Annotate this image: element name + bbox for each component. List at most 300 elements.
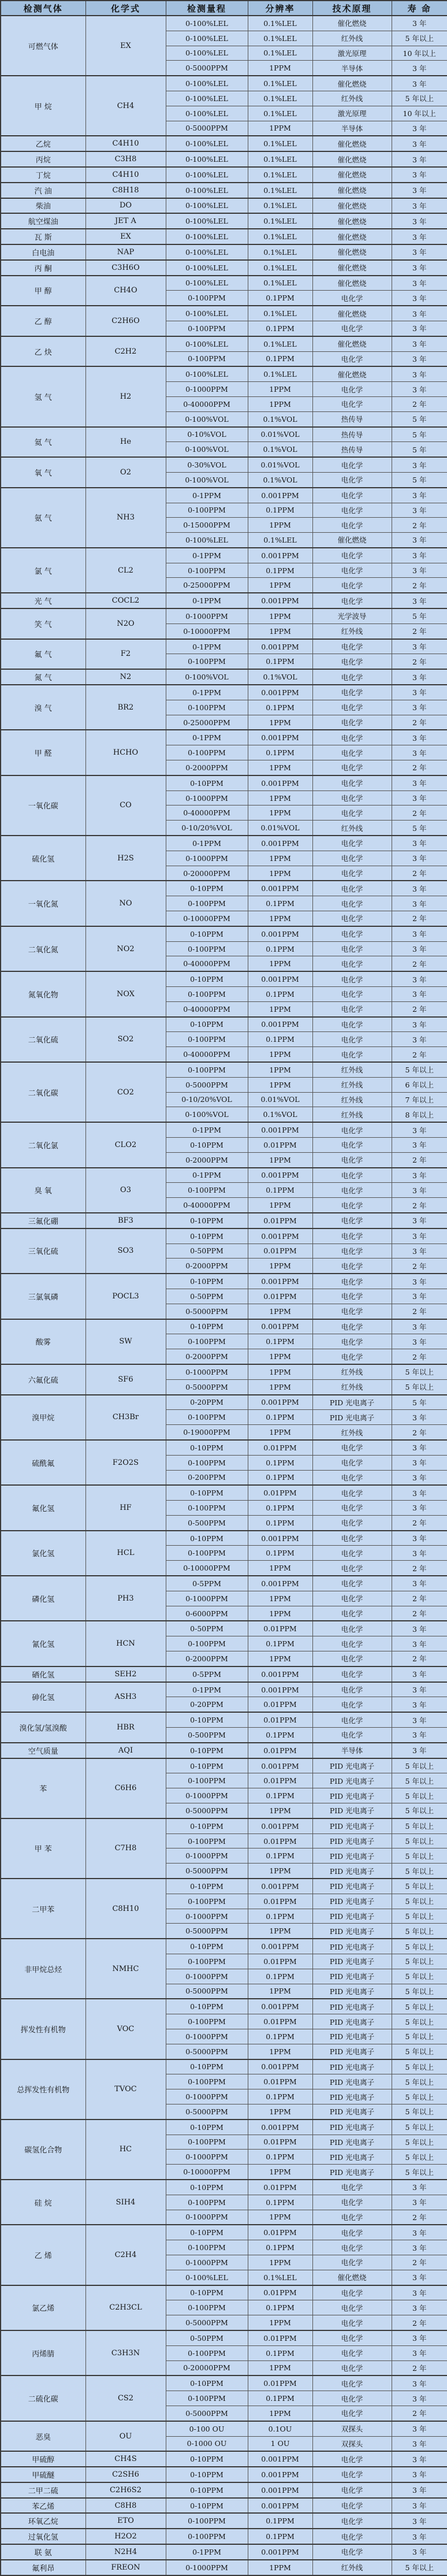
gas-name-cell: 硫化氢 <box>1 836 85 881</box>
formula-cell: SW <box>85 1319 166 1364</box>
principle-cell: 电化学 <box>312 2300 392 2315</box>
table-row <box>1 639 447 654</box>
formula-cell: F2 <box>85 639 166 670</box>
table-row <box>1 2375 447 2391</box>
lifespan-cell: 5 年以上 <box>392 1758 447 1773</box>
table-row <box>1 2120 447 2135</box>
lifespan-cell: 5 年以上 <box>392 1773 447 1788</box>
principle-cell: 电化学 <box>312 1651 392 1666</box>
gas-name-cell: 氯化氢 <box>1 1531 85 1576</box>
resolution-cell: 0.1%VOL <box>248 669 312 685</box>
table-row <box>1 2498 447 2514</box>
range-cell: 0-20PPM <box>166 1697 248 1712</box>
principle-cell: 电化学 <box>312 2285 392 2300</box>
gas-name-cell: 砷化氢 <box>1 1682 85 1713</box>
principle-cell: 电化学 <box>312 1017 392 1032</box>
lifespan-cell: 3 年 <box>392 167 447 183</box>
resolution-cell: 0.01PPM <box>248 1894 312 1909</box>
table-row <box>1 151 447 167</box>
range-cell: 0-100PPM <box>166 1032 248 1047</box>
range-cell: 0-5000PPM <box>166 1984 248 1999</box>
gas-name-cell: 乙 炔 <box>1 336 85 367</box>
formula-cell: N2H4 <box>85 2544 166 2560</box>
range-cell: 0-100PPM <box>166 1501 248 1516</box>
range-cell: 0-5000PPM <box>166 1803 248 1818</box>
gas-table-body <box>1 16 447 2575</box>
table-row <box>1 2529 447 2544</box>
principle-cell: PID 光电离子 <box>312 2104 392 2119</box>
principle-cell: 电化学 <box>312 881 392 896</box>
lifespan-cell: 2 年 <box>392 654 447 669</box>
resolution-cell: 0.01PPM <box>248 2225 312 2240</box>
range-cell: 0-10PPM <box>166 2451 248 2467</box>
table-row <box>1 2421 447 2436</box>
resolution-cell: 0.01PPM <box>248 2074 312 2089</box>
range-cell: 0-10PPM <box>166 1440 248 1455</box>
resolution-cell: 1PPM <box>248 2315 312 2330</box>
lifespan-cell: 3 年 <box>392 1743 447 1758</box>
principle-cell: 催化燃烧 <box>312 244 392 260</box>
range-cell: 0-1PPM <box>166 1168 248 1183</box>
formula-cell: H2O2 <box>85 2529 166 2544</box>
resolution-cell: 0.1%LEL <box>248 229 312 244</box>
range-cell: 0-10PPM <box>166 1213 248 1228</box>
principle-cell: 电化学 <box>312 351 392 366</box>
col-header-resolution: 分辨率 <box>248 1 312 16</box>
lifespan-cell: 5 年 <box>392 427 447 442</box>
lifespan-cell: 3 年 <box>392 2300 447 2315</box>
resolution-cell: 0.01PPM <box>248 1289 312 1304</box>
principle-cell: 电化学 <box>312 1440 392 1455</box>
principle-cell: 催化燃烧 <box>312 213 392 229</box>
range-cell: 0-100PPM <box>166 1954 248 1969</box>
principle-cell: 热传导 <box>312 411 392 426</box>
formula-cell: TVOC <box>85 2059 166 2120</box>
lifespan-cell: 2 年 <box>392 760 447 775</box>
resolution-cell: 0.1PPM <box>248 1455 312 1470</box>
resolution-cell: 0.1PPM <box>248 745 312 760</box>
gas-name-cell: 臭 氧 <box>1 1168 85 1213</box>
range-cell: 0-100PPM <box>166 700 248 715</box>
formula-cell: NAP <box>85 244 166 260</box>
range-cell: 0-100PPM <box>166 1833 248 1849</box>
resolution-cell: 1PPM <box>248 1198 312 1213</box>
principle-cell: 催化燃烧 <box>312 2270 392 2285</box>
range-cell: 0-5000PPM <box>166 2044 248 2059</box>
gas-name-cell: 三氯氧磷 <box>1 1274 85 1319</box>
resolution-cell: 0.001PPM <box>248 1758 312 1773</box>
range-cell: 0-10PPM <box>166 926 248 941</box>
resolution-cell: 0.1PPM <box>248 351 312 366</box>
lifespan-cell: 3 年 <box>392 1682 447 1697</box>
resolution-cell: 0.1PPM <box>248 291 312 306</box>
range-cell: 0-100PPM <box>166 654 248 669</box>
principle-cell: 电化学 <box>312 1485 392 1500</box>
range-cell: 0-10PPM <box>166 881 248 896</box>
resolution-cell: 0.1%LEL <box>248 16 312 31</box>
lifespan-cell: 5 年以上 <box>392 2135 447 2150</box>
resolution-cell: 0.01PPM <box>248 1833 312 1849</box>
gas-name-cell: 空气质量 <box>1 1743 85 1758</box>
table-row <box>1 926 447 941</box>
principle-cell: PID 光电离子 <box>312 2029 392 2044</box>
range-cell: 0-10PPM <box>166 971 248 986</box>
table-row <box>1 2467 447 2482</box>
range-cell: 0-100%LEL <box>166 167 248 183</box>
gas-name-cell: 甲 醛 <box>1 730 85 775</box>
lifespan-cell: 3 年 <box>392 2391 447 2406</box>
resolution-cell: 1PPM <box>248 1864 312 1879</box>
range-cell: 0-40000PPM <box>166 396 248 411</box>
range-cell: 0-1000PPM <box>166 2560 248 2575</box>
principle-cell: 电化学 <box>312 1122 392 1137</box>
lifespan-cell: 2 年 <box>392 1198 447 1213</box>
lifespan-cell: 3 年 <box>392 1319 447 1334</box>
principle-cell: 电化学 <box>312 2240 392 2255</box>
lifespan-cell: 3 年 <box>392 2285 447 2300</box>
formula-cell: HCL <box>85 1531 166 1576</box>
resolution-cell: 0.001PPM <box>248 2498 312 2514</box>
principle-cell: 电化学 <box>312 806 392 821</box>
resolution-cell: 0.1PPM <box>248 563 312 578</box>
principle-cell: 半导体 <box>312 1743 392 1758</box>
range-cell: 0-100PPM <box>166 2513 248 2529</box>
formula-cell: H2 <box>85 366 166 426</box>
formula-cell: C8H10 <box>85 1879 166 1939</box>
range-cell: 0-10PPM <box>166 1137 248 1152</box>
range-cell: 0-100%LEL <box>166 106 248 121</box>
resolution-cell: 1PPM <box>248 2560 312 2575</box>
range-cell: 0-100%LEL <box>166 31 248 46</box>
range-cell: 0-1000 OU <box>166 2436 248 2451</box>
gas-name-cell: 瓦 斯 <box>1 229 85 244</box>
table-row <box>1 198 447 214</box>
resolution-cell: 1PPM <box>248 396 312 411</box>
gas-name-cell: 溴化氢/氢溴酸 <box>1 1712 85 1743</box>
range-cell: 0-1PPM <box>166 2544 248 2560</box>
lifespan-cell: 7 年以上 <box>392 1092 447 1107</box>
lifespan-cell: 3 年 <box>392 291 447 306</box>
lifespan-cell: 3 年 <box>392 1440 447 1455</box>
lifespan-cell: 3 年 <box>392 2467 447 2482</box>
principle-cell: 电化学 <box>312 396 392 411</box>
gas-table-header <box>1 1 447 16</box>
range-cell: 0-100%LEL <box>166 276 248 291</box>
principle-cell: 催化燃烧 <box>312 276 392 291</box>
resolution-cell: 0.1%LEL <box>248 366 312 381</box>
lifespan-cell: 3 年 <box>392 16 447 31</box>
resolution-cell: 0.1PPM <box>248 700 312 715</box>
resolution-cell: 0.1%LEL <box>248 46 312 61</box>
principle-cell: 电化学 <box>312 700 392 715</box>
range-cell: 0-100PPM <box>166 2195 248 2210</box>
principle-cell: 电化学 <box>312 488 392 503</box>
table-row <box>1 881 447 896</box>
range-cell: 0-1PPM <box>166 488 248 503</box>
principle-cell: 电化学 <box>312 1213 392 1228</box>
lifespan-cell: 5 年 <box>392 472 447 487</box>
resolution-cell: 0.1%VOL <box>248 472 312 487</box>
resolution-cell: 0.01%VOL <box>248 821 312 836</box>
lifespan-cell: 3 年 <box>392 1712 447 1727</box>
formula-cell: C8H18 <box>85 183 166 198</box>
formula-cell: C2H4 <box>85 2225 166 2285</box>
resolution-cell: 0.1PPM <box>248 1788 312 1803</box>
lifespan-cell: 5 年以上 <box>392 1833 447 1849</box>
principle-cell: PID 光电离子 <box>312 1984 392 1999</box>
range-cell: 0-1PPM <box>166 593 248 608</box>
range-cell: 0-10PPM <box>166 1319 248 1334</box>
gas-name-cell: 甲 苯 <box>1 1818 85 1879</box>
lifespan-cell: 3 年 <box>392 1636 447 1651</box>
gas-name-cell: 碳氢化合物 <box>1 2120 85 2180</box>
lifespan-cell: 5 年以上 <box>392 1939 447 1954</box>
principle-cell: 光学波导 <box>312 608 392 623</box>
resolution-cell: 0.1PPM <box>248 1334 312 1349</box>
principle-cell: 电化学 <box>312 382 392 397</box>
lifespan-cell: 5 年以上 <box>392 1894 447 1909</box>
range-cell: 0-2000PPM <box>166 1651 248 1666</box>
gas-name-cell: 甲 醇 <box>1 276 85 306</box>
table-row <box>1 1666 447 1682</box>
resolution-cell: 0.001PPM <box>248 1576 312 1591</box>
formula-cell: CH4 <box>85 76 166 136</box>
resolution-cell: 0.001PPM <box>248 1122 312 1137</box>
lifespan-cell: 5 年以上 <box>392 1818 447 1833</box>
formula-cell: BF3 <box>85 1213 166 1228</box>
table-row <box>1 1062 447 1077</box>
table-row <box>1 1364 447 1379</box>
principle-cell: 电化学 <box>312 1244 392 1259</box>
lifespan-cell: 3 年 <box>392 351 447 366</box>
principle-cell: 电化学 <box>312 2345 392 2360</box>
table-row <box>1 1485 447 1500</box>
lifespan-cell: 3 年 <box>392 244 447 260</box>
resolution-cell: 1PPM <box>248 1304 312 1319</box>
principle-cell: 半导体 <box>312 61 392 76</box>
lifespan-cell: 2 年 <box>392 623 447 639</box>
principle-cell: 催化燃烧 <box>312 198 392 214</box>
table-row <box>1 229 447 244</box>
col-header-formula: 化学式 <box>85 1 166 16</box>
formula-cell: HC <box>85 2120 166 2180</box>
gas-name-cell: 乙 烯 <box>1 2225 85 2285</box>
lifespan-cell: 3 年 <box>392 1410 447 1425</box>
resolution-cell: 0.001PPM <box>248 1531 312 1546</box>
formula-cell: BR2 <box>85 685 166 730</box>
range-cell: 0-10PPM <box>166 1017 248 1032</box>
formula-cell: C3H3N <box>85 2330 166 2375</box>
resolution-cell: 0.001PPM <box>248 639 312 654</box>
principle-cell: PID 光电离子 <box>312 1818 392 1833</box>
range-cell: 0-10PPM <box>166 1274 248 1289</box>
lifespan-cell: 3 年 <box>392 1274 447 1289</box>
table-row <box>1 183 447 198</box>
resolution-cell: 1PPM <box>248 1425 312 1440</box>
principle-cell: 红外线 <box>312 1425 392 1440</box>
gas-name-cell: 甲硫醇 <box>1 2451 85 2467</box>
resolution-cell: 0.001PPM <box>248 1666 312 1682</box>
formula-cell: CH4S <box>85 2451 166 2467</box>
resolution-cell: 1PPM <box>248 1924 312 1939</box>
range-cell: 0-1000PPM <box>166 851 248 866</box>
resolution-cell: 0.1PPM <box>248 2029 312 2044</box>
resolution-cell: 0.001PPM <box>248 1228 312 1244</box>
principle-cell: 电化学 <box>312 1666 392 1682</box>
resolution-cell: 0.01%VOL <box>248 1092 312 1107</box>
range-cell: 0-40000PPM <box>166 806 248 821</box>
resolution-cell: 0.01PPM <box>248 1743 312 1758</box>
resolution-cell: 1PPM <box>248 1001 312 1016</box>
lifespan-cell: 5 年以上 <box>392 1924 447 1939</box>
principle-cell: PID 光电离子 <box>312 1833 392 1849</box>
lifespan-cell: 3 年 <box>392 1213 447 1228</box>
lifespan-cell: 3 年 <box>392 1032 447 1047</box>
range-cell: 0-10000PPM <box>166 623 248 639</box>
lifespan-cell: 3 年 <box>392 382 447 397</box>
principle-cell: 红外线 <box>312 31 392 46</box>
lifespan-cell: 3 年 <box>392 61 447 76</box>
resolution-cell: 0.1PPM <box>248 987 312 1002</box>
resolution-cell: 0.1%LEL <box>248 244 312 260</box>
principle-cell: 电化学 <box>312 685 392 700</box>
principle-cell: 电化学 <box>312 2195 392 2210</box>
table-row <box>1 971 447 986</box>
lifespan-cell: 3 年 <box>392 775 447 790</box>
table-row <box>1 427 447 442</box>
lifespan-cell: 2 年 <box>392 1259 447 1274</box>
range-cell: 0-5000PPM <box>166 61 248 76</box>
range-cell: 0-100PPM <box>166 503 248 518</box>
principle-cell: 催化燃烧 <box>312 366 392 381</box>
range-cell: 0-1000PPM <box>166 1788 248 1803</box>
principle-cell: 电化学 <box>312 1047 392 1062</box>
lifespan-cell: 3 年 <box>392 276 447 291</box>
col-header-range: 检测量程 <box>166 1 248 16</box>
lifespan-cell: 3 年 <box>392 836 447 851</box>
principle-cell: 电化学 <box>312 1198 392 1213</box>
principle-cell: PID 光电离子 <box>312 1410 392 1425</box>
resolution-cell: 0.001PPM <box>248 881 312 896</box>
range-cell: 0-5000PPM <box>166 1924 248 1939</box>
resolution-cell: 0.01PPM <box>248 1213 312 1228</box>
resolution-cell: 0.01PPM <box>248 2135 312 2150</box>
resolution-cell: 0.01%VOL <box>248 427 312 442</box>
principle-cell: PID 光电离子 <box>312 1954 392 1969</box>
resolution-cell: 0.001PPM <box>248 2120 312 2135</box>
range-cell: 0-10PPM <box>166 1531 248 1546</box>
lifespan-cell: 3 年 <box>392 548 447 563</box>
principle-cell: 电化学 <box>312 1334 392 1349</box>
lifespan-cell: 5 年以上 <box>392 2029 447 2044</box>
principle-cell: 红外线 <box>312 821 392 836</box>
principle-cell: PID 光电离子 <box>312 1939 392 1954</box>
lifespan-cell: 3 年 <box>392 1455 447 1470</box>
lifespan-cell: 3 年 <box>392 183 447 198</box>
principle-cell: 电化学 <box>312 956 392 971</box>
resolution-cell: 0.1%LEL <box>248 76 312 91</box>
formula-cell: ASH3 <box>85 1682 166 1713</box>
resolution-cell: 0.01PPM <box>248 2180 312 2195</box>
resolution-cell: 0.1PPM <box>248 503 312 518</box>
range-cell: 0-100PPM <box>166 941 248 956</box>
principle-cell: PID 光电离子 <box>312 1773 392 1788</box>
formula-cell: N2O <box>85 608 166 639</box>
lifespan-cell: 3 年 <box>392 1183 447 1198</box>
lifespan-cell: 3 年 <box>392 2482 447 2498</box>
resolution-cell: 1PPM <box>248 911 312 926</box>
range-cell: 0-100%LEL <box>166 151 248 167</box>
lifespan-cell: 3 年 <box>392 229 447 244</box>
principle-cell: 催化燃烧 <box>312 183 392 198</box>
principle-cell: 激光原理 <box>312 46 392 61</box>
lifespan-cell: 2 年 <box>392 1152 447 1167</box>
resolution-cell: 0.1PPM <box>248 1032 312 1047</box>
range-cell: 0-1PPM <box>166 639 248 654</box>
gas-name-cell: 二氧化碳 <box>1 1062 85 1122</box>
principle-cell: 红外线 <box>312 1092 392 1107</box>
resolution-cell: 0.001PPM <box>248 1879 312 1894</box>
lifespan-cell: 3 年 <box>392 2498 447 2514</box>
range-cell: 0-1PPM <box>166 1682 248 1697</box>
lifespan-cell: 3 年 <box>392 1697 447 1712</box>
resolution-cell: 1PPM <box>248 2406 312 2421</box>
range-cell: 0-19000PPM <box>166 1425 248 1440</box>
table-row <box>1 2513 447 2529</box>
range-cell: 0-5PPM <box>166 1576 248 1591</box>
principle-cell: 电化学 <box>312 2529 392 2544</box>
principle-cell: PID 光电离子 <box>312 2089 392 2104</box>
lifespan-cell: 3 年 <box>392 2544 447 2560</box>
formula-cell: VOC <box>85 1999 166 2059</box>
gas-name-cell: 甲 烷 <box>1 76 85 136</box>
table-row <box>1 1274 447 1289</box>
range-cell: 0-40000PPM <box>166 1198 248 1213</box>
resolution-cell: 1PPM <box>248 121 312 136</box>
lifespan-cell: 3 年 <box>392 457 447 472</box>
range-cell: 0-20PPM <box>166 1395 248 1410</box>
range-cell: 0-500PPM <box>166 1728 248 1743</box>
range-cell: 0-100PPM <box>166 2391 248 2406</box>
lifespan-cell: 2 年 <box>392 956 447 971</box>
principle-cell: 催化燃烧 <box>312 136 392 151</box>
resolution-cell: 0.1%LEL <box>248 336 312 351</box>
range-cell: 0-5000PPM <box>166 1304 248 1319</box>
resolution-cell: 0.1PPM <box>248 1728 312 1743</box>
table-row <box>1 1228 447 1244</box>
range-cell: 0-40000PPM <box>166 1047 248 1062</box>
lifespan-cell: 3 年 <box>392 2330 447 2345</box>
range-cell: 0-10PPM <box>166 1758 248 1773</box>
principle-cell: 电化学 <box>312 790 392 806</box>
principle-cell: PID 光电离子 <box>312 2135 392 2150</box>
resolution-cell: 0.1%LEL <box>248 31 312 46</box>
lifespan-cell: 5 年以上 <box>392 1788 447 1803</box>
table-row <box>1 2225 447 2240</box>
principle-cell: 催化燃烧 <box>312 306 392 321</box>
lifespan-cell: 5 年以上 <box>392 2014 447 2029</box>
table-row <box>1 1017 447 1032</box>
range-cell: 0-1000PPM <box>166 1849 248 1864</box>
resolution-cell: 1PPM <box>248 608 312 623</box>
range-cell: 0-100%LEL <box>166 91 248 106</box>
resolution-cell: 0.1%VOL <box>248 1107 312 1122</box>
principle-cell: PID 光电离子 <box>312 1849 392 1864</box>
range-cell: 0-10PPM <box>166 2498 248 2514</box>
gas-name-cell: 挥发性有机物 <box>1 1999 85 2059</box>
resolution-cell: 1PPM <box>248 1984 312 1999</box>
table-row <box>1 548 447 563</box>
